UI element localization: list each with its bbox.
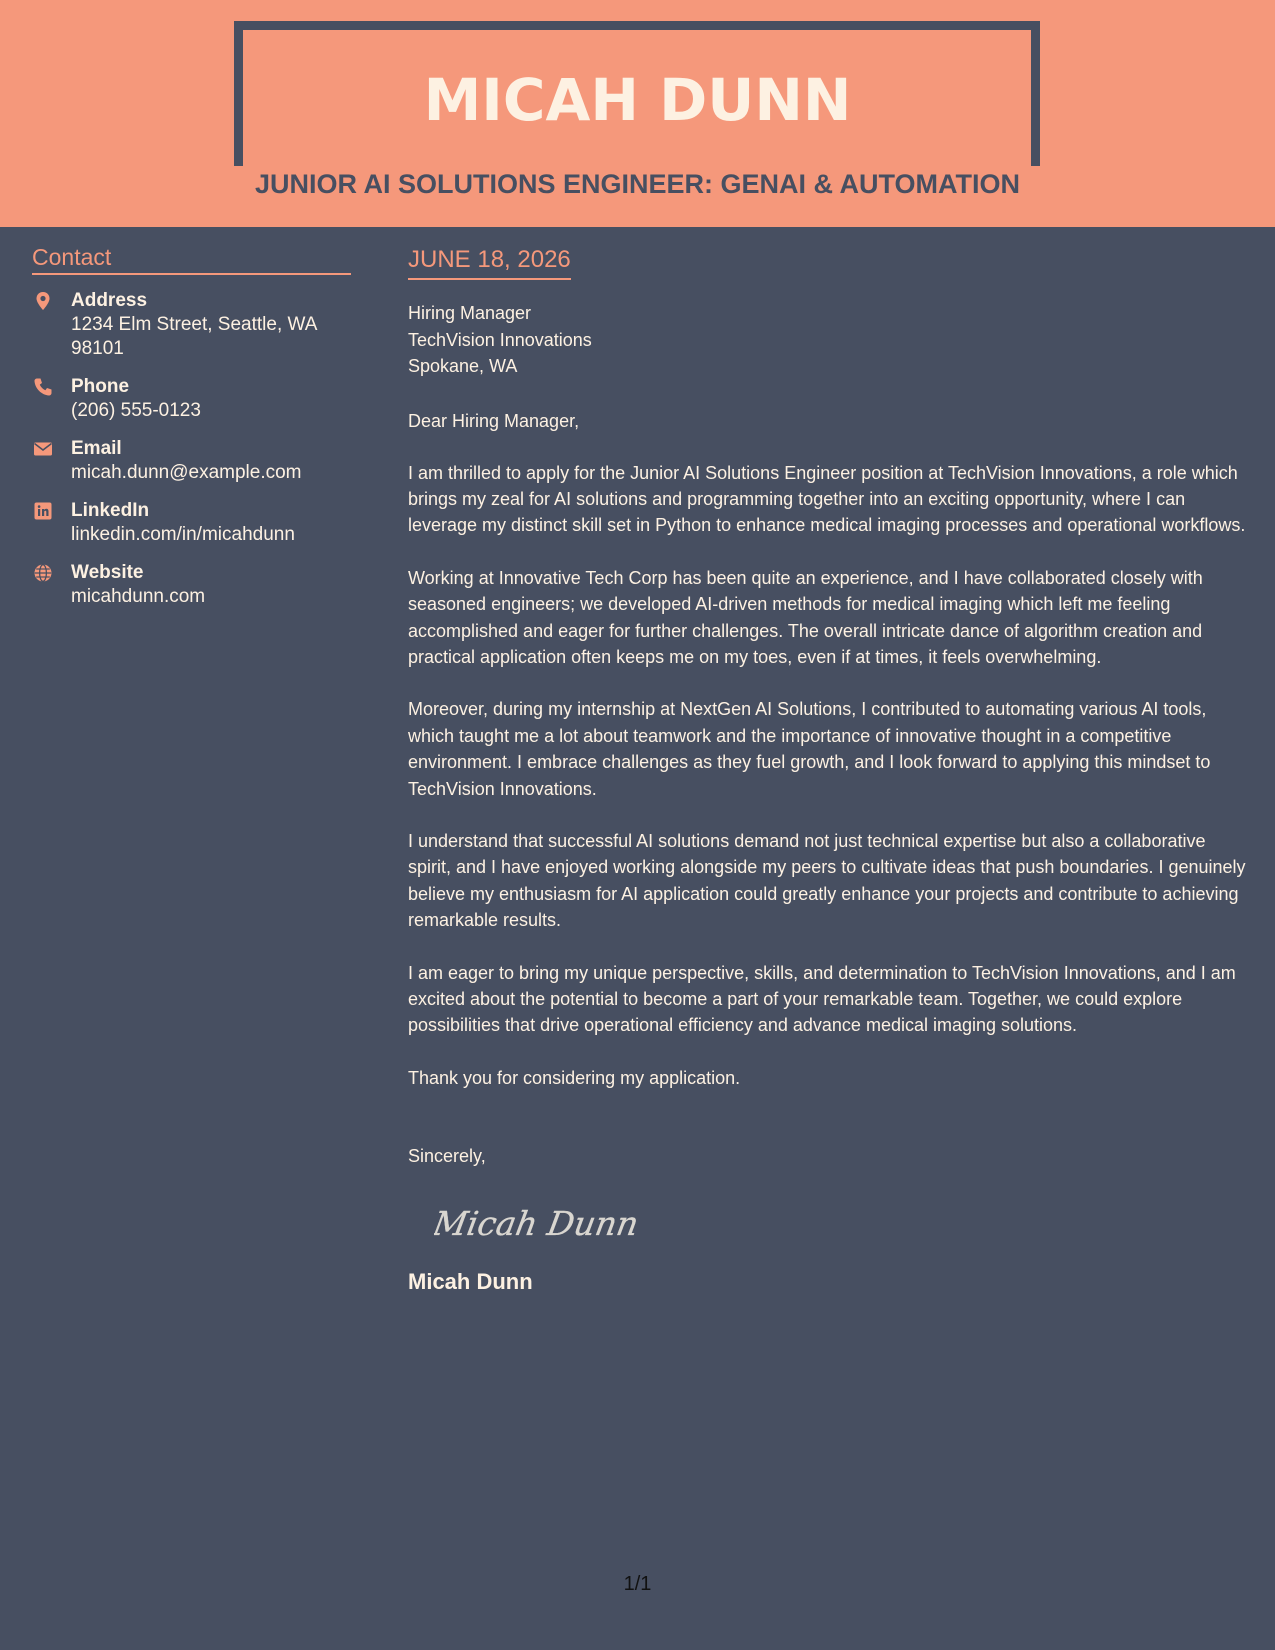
linkedin-icon <box>33 501 53 521</box>
salutation: Dear Hiring Manager, <box>408 410 580 431</box>
job-title: JUNIOR AI SOLUTIONS ENGINEER: GENAI & AUTOMATION <box>254 169 1021 199</box>
phone-icon <box>33 377 53 397</box>
header-banner <box>0 0 1275 227</box>
closing: Sincerely, <box>408 1146 486 1167</box>
contact-heading: Contact <box>32 243 351 275</box>
recipient-company: TechVision Innovations <box>408 329 592 350</box>
paragraph: Working at Innovative Tech Corp has been quite an experience, and I have collaborated closely with seasoned engineers; we developed AI-driven methods for medical imaging which left me feeling accomplished and eager for further challenges. The overall intricate dance of algorithm creation and practical application often keeps me on my toes, even if at times, it feels overwhelming. <box>408 567 1203 667</box>
phone-value: (206) 555-0123 <box>71 400 201 421</box>
contact-linkedin <box>32 498 351 547</box>
envelope-icon <box>33 439 53 459</box>
contact-phone <box>32 374 351 423</box>
recipient-location: Spokane, WA <box>408 356 518 376</box>
map-pin-icon <box>33 291 53 311</box>
email-label: Email <box>71 438 122 459</box>
website-label: Website <box>71 562 144 583</box>
letter-body <box>408 243 1253 1297</box>
paragraph: Moreover, during my internship at NextGen AI Solutions, I contributed to automating various AI tools, which taught me a lot about teamwork and the importance of innovative thought in a competitive environment. I embrace challenges as they fuel growth, and I look forward to applying this mindset to TechVision Innovations. <box>408 699 1211 799</box>
address-value: 1234 Elm Street, Seattle, WA 98101 <box>71 314 317 359</box>
contact-website <box>32 560 351 609</box>
globe-icon <box>33 563 53 583</box>
page-number: 1/1 <box>623 1573 652 1595</box>
paragraph: I am thrilled to apply for the Junior AI Solutions Engineer position at TechVision Innovations, a role which brings my zeal for AI solutions and programming together into an exciting opportunity, where I can leverage my distinct skill set in Python to enhance medical imaging processes and operational workflows. <box>408 462 1246 536</box>
signature-image <box>434 1199 1253 1249</box>
address-label: Address <box>71 290 148 311</box>
recipient-block <box>408 300 1253 380</box>
linkedin-value: linkedin.com/in/micahdunn <box>71 524 295 545</box>
phone-label: Phone <box>71 376 130 397</box>
contact-address <box>32 288 351 361</box>
letter-date: JUNE 18, 2026 <box>408 243 571 280</box>
email-value: micah.dunn@example.com <box>71 462 302 483</box>
contact-email <box>32 436 351 485</box>
paragraph: I am eager to bring my unique perspective, skills, and determination to TechVision Innovations, and I am excited about the potential to become a part of your remarkable team. Together, we could explore possibilities that drive operational efficiency and advance medical imaging solutions. <box>408 962 1236 1036</box>
linkedin-label: LinkedIn <box>71 500 150 521</box>
paragraph: I understand that successful AI solutions demand not just technical expertise but also a collaborative spirit, and I have enjoyed working alongside my peers to cultivate ideas that push boundaries. I genuinely believe my enthusiasm for AI application could greatly enhance your projects and contribute to achieving remarkable results. <box>408 830 1246 931</box>
contact-sidebar <box>32 243 351 609</box>
website-value: micahdunn.com <box>71 586 206 607</box>
svg-text:Micah Dunn: Micah Dunn <box>434 1204 642 1244</box>
recipient-title: Hiring Manager <box>408 303 532 323</box>
signed-name: Micah Dunn <box>408 1269 533 1295</box>
paragraph: Thank you for considering my application. <box>408 1067 741 1088</box>
applicant-name: MICAH DUNN <box>423 66 852 134</box>
